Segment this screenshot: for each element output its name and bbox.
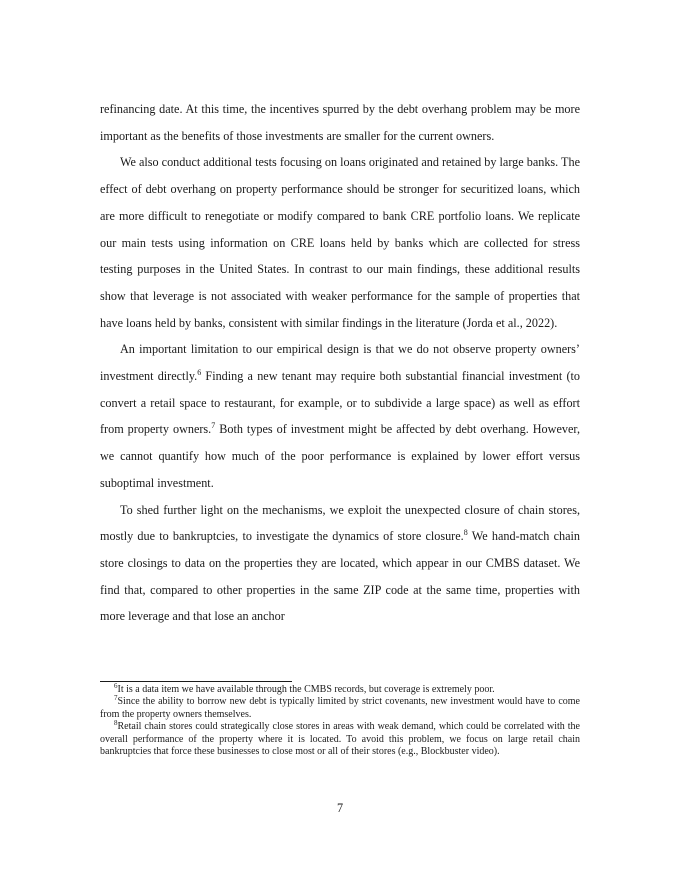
- footnote-marker: 8: [463, 528, 468, 538]
- paragraph-text: Both types of investment might be affected by debt overhang. However, we cannot quantify how much of the poor performance is explained by lower effort versus suboptimal investment.: [100, 422, 580, 490]
- footnote-rule: [100, 681, 292, 682]
- footnote-text: Retail chain stores could strategically close stores in areas with weak demand, which could be correlated with the overall performance of the property where it is located. To avoid this problem, we focus on large retail chain bankruptcies that force these businesses to close most or all of their stores (e.g., Blockbuster video).: [100, 721, 580, 758]
- paragraph-text: To shed further light on the mechanisms, we exploit the unexpected closure of chain stores, mostly due to bankruptcies, to investigate the dynamics of store closure.: [100, 502, 580, 544]
- paragraph: [100, 336, 580, 496]
- footnote: [100, 684, 580, 696]
- footnote-marker: 7: [211, 421, 216, 431]
- paragraph-text: We also conduct additional tests focusing on loans originated and retained by large banks. The effect of debt overhang on property performance should be stronger for securitized loans, which are more difficult to renegotiate or modify compared to bank CRE portfolio loans. We replicate our main tests using information on CRE loans held by banks which are collected for stress testing purposes in the United States. In contrast to our main findings, these additional results show that leverage is not associated with weaker performance for the sample of properties that have loans held by banks, consistent with similar findings in the literature (Jorda et al., 2022).: [100, 155, 580, 330]
- footnote-text: Since the ability to borrow new debt is typically limited by strict covenants, new investment would have to come from the property owners themselves.: [100, 696, 580, 720]
- paragraph-text: refinancing date. At this time, the incentives spurred by the debt overhang problem may be more important as the benefits of those investments are smaller for the current owners.: [100, 102, 580, 143]
- paragraph-text: An important limitation to our empirical design is that we do not observe property owners’ investment directly.: [100, 342, 580, 384]
- page-number: 7: [336, 801, 344, 815]
- paragraph: [100, 96, 580, 149]
- paragraph-text: Finding a new tenant may require both substantial financial investment (to convert a retail space to restaurant, for example, or to subdivide a large space) as well as effort from property owners.: [100, 369, 580, 437]
- footnote-marker: 6: [197, 368, 202, 378]
- paragraph-text: We hand-match chain store closings to data on the properties they are located, which appear in our CMBS dataset. We find that, compared to other properties in the same ZIP code at the same time, properties with more leverage and that lose an anchor: [100, 529, 580, 624]
- footnote-number: 8: [114, 719, 118, 728]
- footnote-number: 7: [114, 694, 118, 703]
- footnote: [100, 696, 580, 721]
- footnotes: [100, 684, 580, 758]
- paragraph: [100, 149, 580, 336]
- body-text: [100, 96, 580, 630]
- paragraph: [100, 497, 580, 631]
- footnote-number: 6: [114, 682, 118, 690]
- footnote: [100, 721, 580, 758]
- footnote-text: It is a data item we have available through the CMBS records, but coverage is extremely poor.: [117, 684, 495, 695]
